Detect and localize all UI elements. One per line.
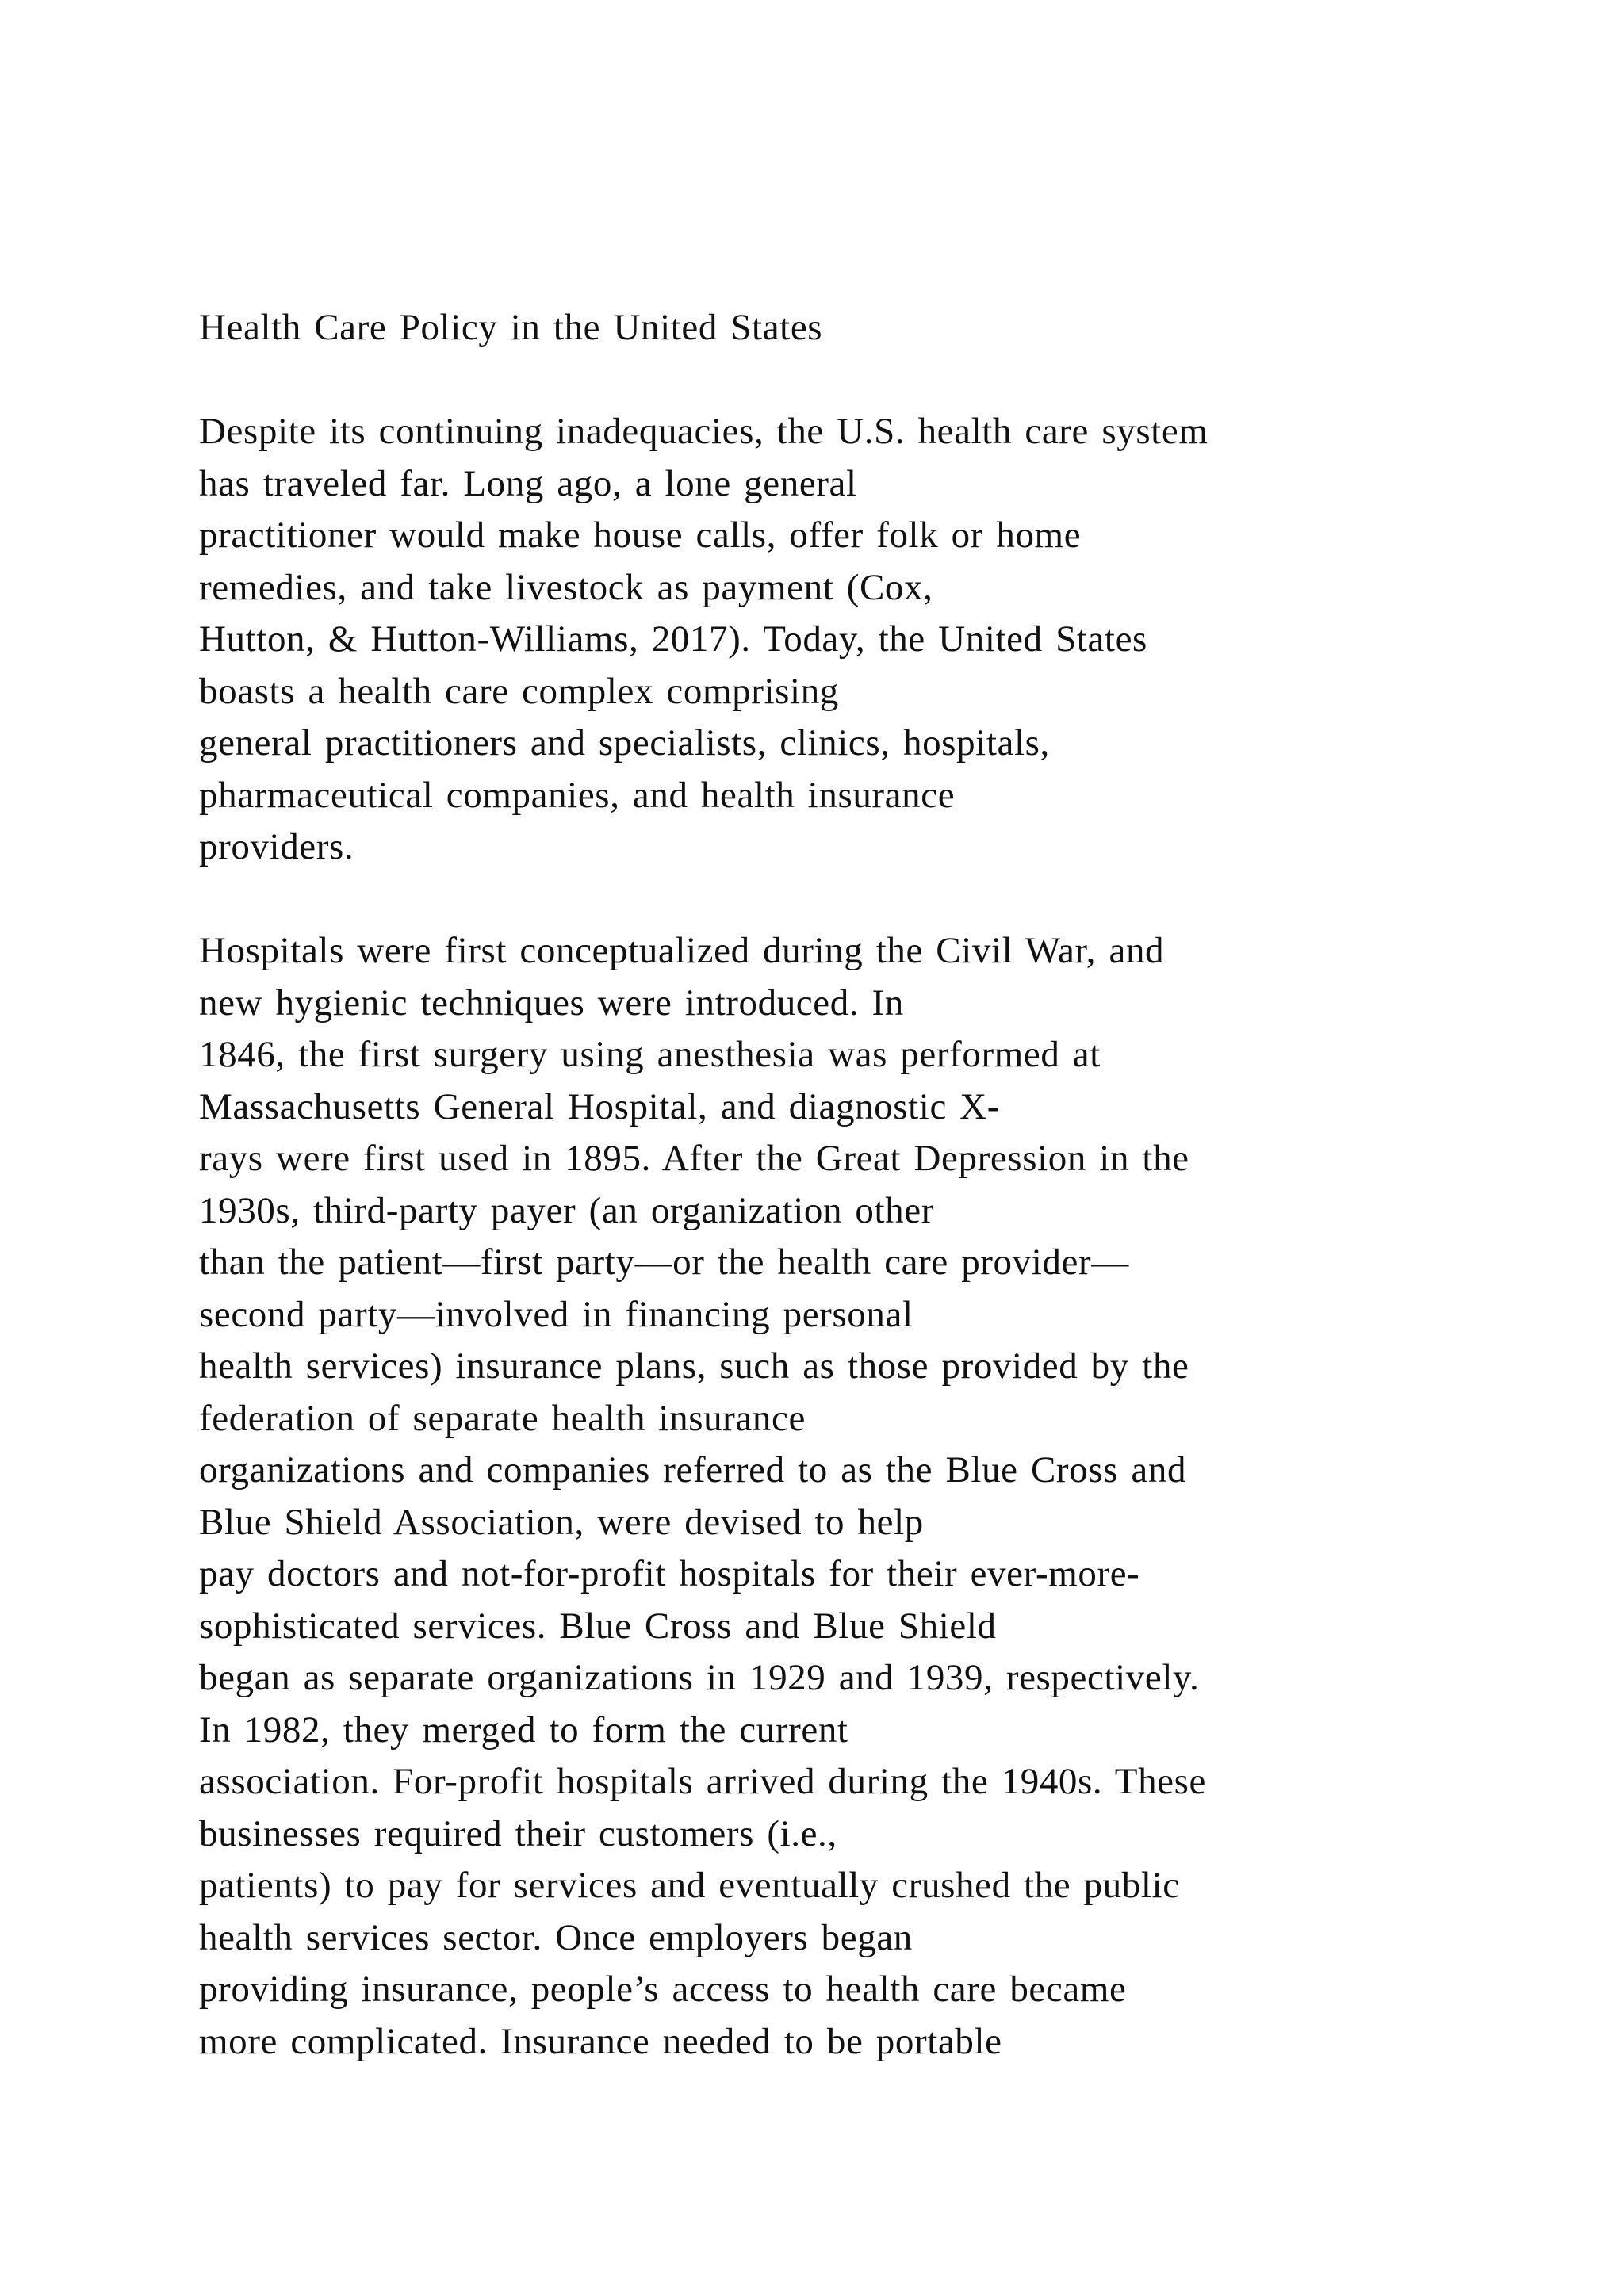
paragraph-line: rays were first used in 1895. After the Great Depression in the (199, 1138, 1189, 1179)
paragraph-line: providers. (199, 826, 354, 867)
paragraph-line: businesses required their customers (i.e., (199, 1812, 837, 1854)
paragraph-line: Hospitals were first conceptualized during the Civil War, and (199, 930, 1165, 971)
paragraph-line: began as separate organizations in 1929 and 1939, respectively. (199, 1657, 1200, 1698)
paragraph-line: practitioner would make house calls, offer folk or home (199, 515, 1082, 556)
paragraph-line: sophisticated services. Blue Cross and Blue Shield (199, 1605, 997, 1647)
document-title: Health Care Policy in the United States (199, 307, 823, 348)
paragraph-line: pay doctors and not-for-profit hospitals for their ever-more- (199, 1553, 1140, 1594)
paragraph-line: pharmaceutical companies, and health insurance (199, 774, 956, 816)
paragraph-line: new hygienic techniques were introduced. In (199, 982, 904, 1024)
paragraph-line: 1846, the first surgery using anesthesia was performed at (199, 1034, 1101, 1075)
paragraph-line: Despite its continuing inadequacies, the U.S. health care system (199, 411, 1208, 452)
paragraph-line: has traveled far. Long ago, a lone general (199, 462, 857, 504)
paragraph-line: association. For-profit hospitals arrived during the 1940s. These (199, 1761, 1206, 1802)
paragraph-line: second party—involved in financing personal (199, 1293, 914, 1335)
document-body (199, 302, 1547, 2068)
paragraph-line: Blue Shield Association, were devised to help (199, 1501, 924, 1543)
paragraph-line: Hutton, & Hutton-Williams, 2017). Today, the United States (199, 618, 1147, 660)
paragraph-line: general practitioners and specialists, clinics, hospitals, (199, 722, 1050, 763)
paragraph-spacer (199, 874, 1547, 926)
paragraph-line: federation of separate health insurance (199, 1397, 806, 1439)
paragraph-line: more complicated. Insurance needed to be portable (199, 2020, 1002, 2062)
paragraph-1 (199, 406, 1547, 874)
paragraph-line: health services sector. Once employers began (199, 1916, 913, 1958)
paragraph-line: providing insurance, people’s access to health care became (199, 1969, 1127, 2010)
paragraph-line: Massachusetts General Hospital, and diagnostic X- (199, 1085, 1001, 1127)
paragraph-2 (199, 925, 1547, 2068)
paragraph-line: remedies, and take livestock as payment (Cox, (199, 566, 933, 608)
paragraph-line: than the patient—first party—or the health care provider— (199, 1242, 1129, 1283)
paragraph-line: 1930s, third-party payer (an organization other (199, 1189, 934, 1231)
paragraph-line: In 1982, they merged to form the current (199, 1709, 848, 1751)
paragraph-line: boasts a health care complex comprising (199, 670, 839, 712)
paragraph-line: health services) insurance plans, such as those provided by the (199, 1345, 1189, 1387)
paragraph-spacer (199, 354, 1547, 407)
paragraph-line: patients) to pay for services and eventually crushed the public (199, 1865, 1180, 1906)
paragraph-line: organizations and companies referred to as the Blue Cross and (199, 1449, 1187, 1490)
